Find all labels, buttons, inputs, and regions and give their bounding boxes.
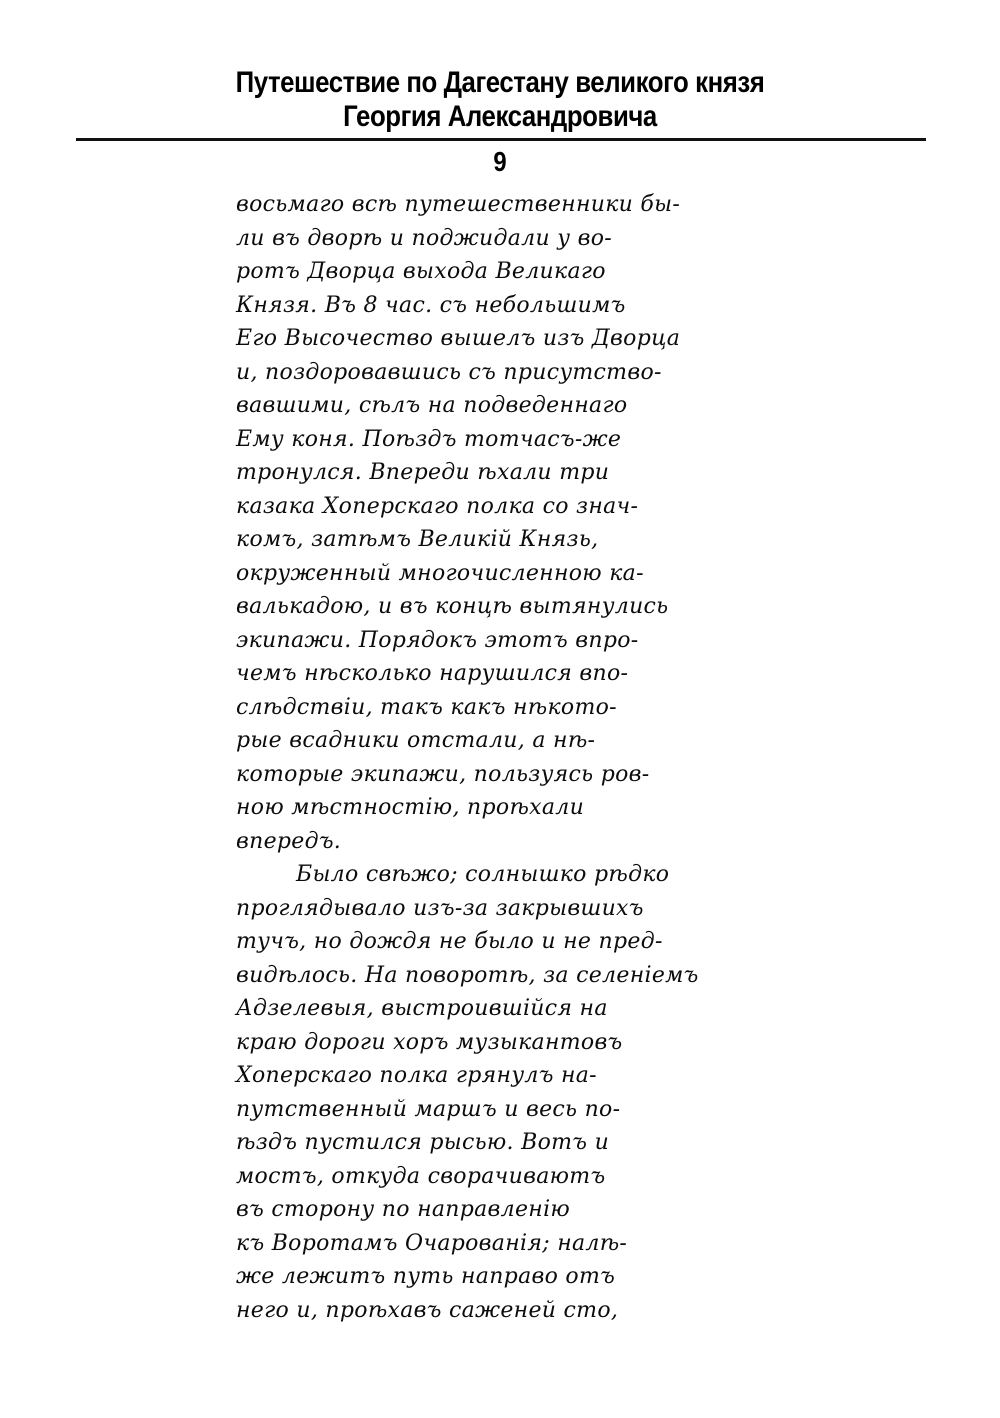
manuscript-line: окруженный многочисленною ка- (236, 560, 644, 586)
manuscript-line: Его Высочество вышелъ изъ Дворца (236, 326, 681, 351)
document-header (0, 66, 1000, 134)
manuscript-line: восьмаго всѣ путешественники бы- (236, 192, 681, 217)
manuscript-line: рые всадники отстали, а нѣ- (236, 728, 596, 753)
manuscript-line: Хоперскаго полка грянулъ на- (236, 1063, 597, 1088)
manuscript-line: путственный маршъ и весь по- (236, 1096, 621, 1122)
manuscript-line: Ему коня. Поѣздъ тотчасъ-же (236, 426, 622, 452)
manuscript-line: въ сторону по направленію (236, 1197, 571, 1222)
manuscript-line: Адзелевыя, выстроившійся на (236, 996, 608, 1021)
manuscript-line: ною мѣстностію, проѣхали (236, 795, 585, 820)
manuscript-line: тучъ, но дождя не было и не пред- (236, 929, 663, 954)
manuscript-line: экипажи. Порядокъ этотъ впро- (236, 627, 639, 653)
manuscript-line: проглядывало изъ-за закрывшихъ (236, 895, 644, 921)
manuscript-line: тронулся. Впереди ѣхали три (236, 460, 610, 485)
manuscript-line: краю дороги хоръ музыкантовъ (236, 1029, 623, 1055)
manuscript-paragraph-start: Было свѣжо; солнышко рѣдко (296, 862, 670, 887)
manuscript-line: видѣлось. На поворотѣ, за селеніемъ (236, 962, 699, 988)
manuscript-line: ли въ дворѣ и поджидали у во- (236, 225, 612, 251)
manuscript-line: валькадою, и въ концѣ вытянулись (236, 594, 669, 619)
header-divider (76, 138, 926, 141)
manuscript-line: которые экипажи, пользуясь ров- (236, 761, 650, 787)
manuscript-line: чемъ нѣсколько нарушился впо- (236, 661, 629, 686)
manuscript-line: Князя. Въ 8 час. съ небольшимъ (236, 292, 626, 318)
manuscript-line: къ Воротамъ Очарованія; налѣ- (236, 1230, 628, 1256)
document-title-line-2: Георгия Александровича (343, 100, 657, 133)
manuscript-line: мостъ, откуда сворачиваютъ (236, 1163, 606, 1189)
manuscript-line: казака Хоперскаго полка со знач- (236, 493, 639, 519)
manuscript-line: слѣдствіи, такъ какъ нѣкото- (236, 694, 617, 720)
manuscript-line: впередъ. (236, 828, 342, 854)
manuscript-line: комъ, затѣмъ Великій Князь, (236, 527, 599, 552)
document-title-line-1: Путешествие по Дагестану великого князя (235, 66, 765, 99)
manuscript-line: ротъ Дворца выхода Великаго (236, 259, 606, 284)
manuscript-line: и, поздоровавшись съ присутство- (236, 359, 662, 385)
manuscript-line: же лежитъ путь направо отъ (236, 1264, 616, 1289)
manuscript-line: него и, проѣхавъ саженей сто, (236, 1297, 619, 1323)
manuscript-line: ѣздъ пустился рысью. Вотъ и (236, 1130, 610, 1155)
manuscript-line: вавшими, сѣлъ на подведеннаго (236, 393, 628, 418)
page-number: 9 (493, 146, 507, 177)
handwritten-manuscript (236, 188, 756, 1327)
